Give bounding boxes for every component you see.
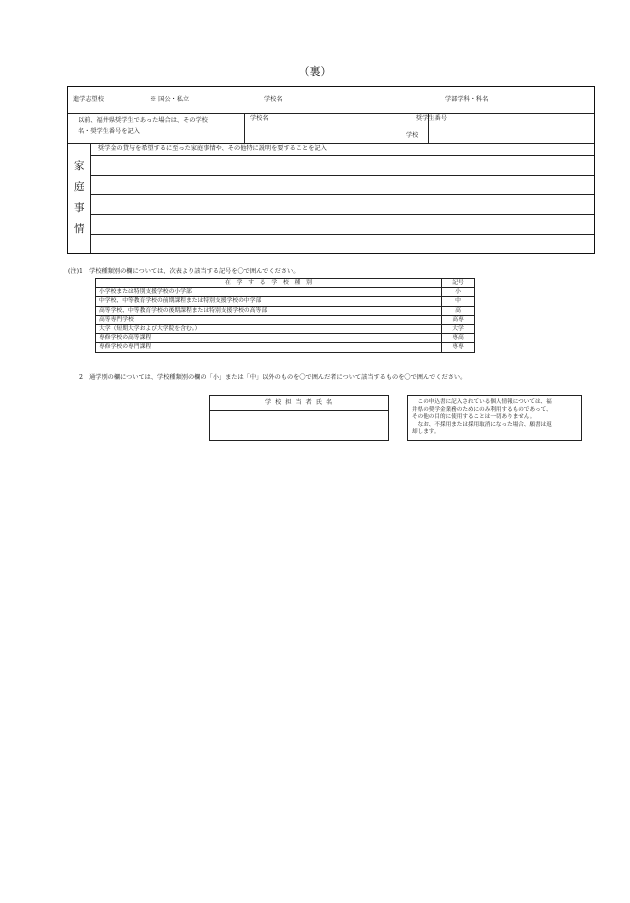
privacy-line: 却します。 xyxy=(412,429,440,436)
table-cell: 小 xyxy=(442,288,475,297)
page-title: （裏） xyxy=(298,65,332,78)
staff-name-box xyxy=(209,395,389,441)
divider xyxy=(90,155,594,156)
table-header: 記号 xyxy=(442,279,475,288)
divider xyxy=(68,143,594,144)
table-row xyxy=(96,315,475,324)
note-1: (注)1 学校種類別の欄については、次表より該当する記号を〇で囲んでください。 xyxy=(68,268,300,275)
divider xyxy=(244,113,245,143)
divider xyxy=(90,214,594,215)
table-cell: 小学校または特別支援学校の小学部 xyxy=(96,288,442,297)
table-cell: 大学（短期大学および大学院を含む。） xyxy=(96,325,442,334)
table-cell: 高等専門学校 xyxy=(96,315,442,324)
department-label: 学部学科・科名 xyxy=(445,96,489,103)
family-instruction: 奨学金の貸与を希望するに至った家庭事情や、その他特に説明を要することを記入 xyxy=(98,145,327,152)
staff-name-label: 学 校 担 当 者 氏 名 xyxy=(264,399,334,406)
table-cell: 中 xyxy=(442,297,475,306)
school-kind-table xyxy=(95,278,475,353)
table-cell: 高専 xyxy=(442,315,475,324)
table-row xyxy=(96,297,475,306)
table-row xyxy=(96,288,475,297)
table-row xyxy=(96,306,475,315)
table-cell: 専高 xyxy=(442,334,475,343)
prev-scholarship-note: 以前、福井県奨学生であった場合は、その学校 xyxy=(78,117,208,124)
divider xyxy=(90,194,594,195)
table-cell: 専修学校の高等課程 xyxy=(96,334,442,343)
school-suffix-label: 学校 xyxy=(406,132,419,139)
family-char: 事 xyxy=(74,202,85,214)
table-cell: 中学校、中等教育学校の前期課程または特別支援学校の中学部 xyxy=(96,297,442,306)
divider xyxy=(210,410,388,411)
application-form-frame xyxy=(67,86,595,254)
family-char: 家 xyxy=(74,160,85,172)
privacy-line: 井県の奨学金業務のためにのみ利用するものであって、 xyxy=(412,406,552,413)
table-row xyxy=(96,334,475,343)
table-cell: 専専 xyxy=(442,343,475,352)
prev-scholarship-note: 名・奨学生番号を記入 xyxy=(78,128,140,135)
privacy-line: なお、不採用または採用取消になった場合、願書は返 xyxy=(412,421,552,428)
school-type-label: ※ 国公・私立 xyxy=(150,96,190,103)
divider xyxy=(90,175,594,176)
family-char: 庭 xyxy=(74,181,85,193)
student-number-label: 奨学生番号 xyxy=(416,115,447,122)
table-cell: 専修学校の専門課程 xyxy=(96,343,442,352)
table-row xyxy=(96,343,475,352)
divider xyxy=(90,234,594,235)
privacy-notice xyxy=(407,395,582,441)
privacy-line: この申込書に記入されている個人情報については、福 xyxy=(412,399,552,405)
table-header: 在 学 す る 学 校 種 別 xyxy=(96,279,442,288)
table-row xyxy=(96,325,475,334)
table-cell: 大学 xyxy=(442,325,475,334)
family-char: 情 xyxy=(74,223,85,235)
privacy-line: その他の目的に使用することは一切ありません。 xyxy=(412,414,536,421)
table-cell: 高 xyxy=(442,306,475,315)
divider xyxy=(90,143,91,253)
table-header-row xyxy=(96,279,475,288)
divider xyxy=(68,113,594,114)
table-cell: 高等学校、中等教育学校の後期課程または特別支援学校の高等部 xyxy=(96,306,442,315)
note-2: 2 通学別の欄については、学校種類別の欄の「小」または「中」以外のものを〇で囲んだ者について該当するものを〇で囲んでください。 xyxy=(79,374,467,381)
school-name-label: 学校名 xyxy=(264,96,283,103)
prev-school-name-label: 学校名 xyxy=(250,115,269,122)
school-choice-label: 進学志望校 xyxy=(73,96,104,103)
